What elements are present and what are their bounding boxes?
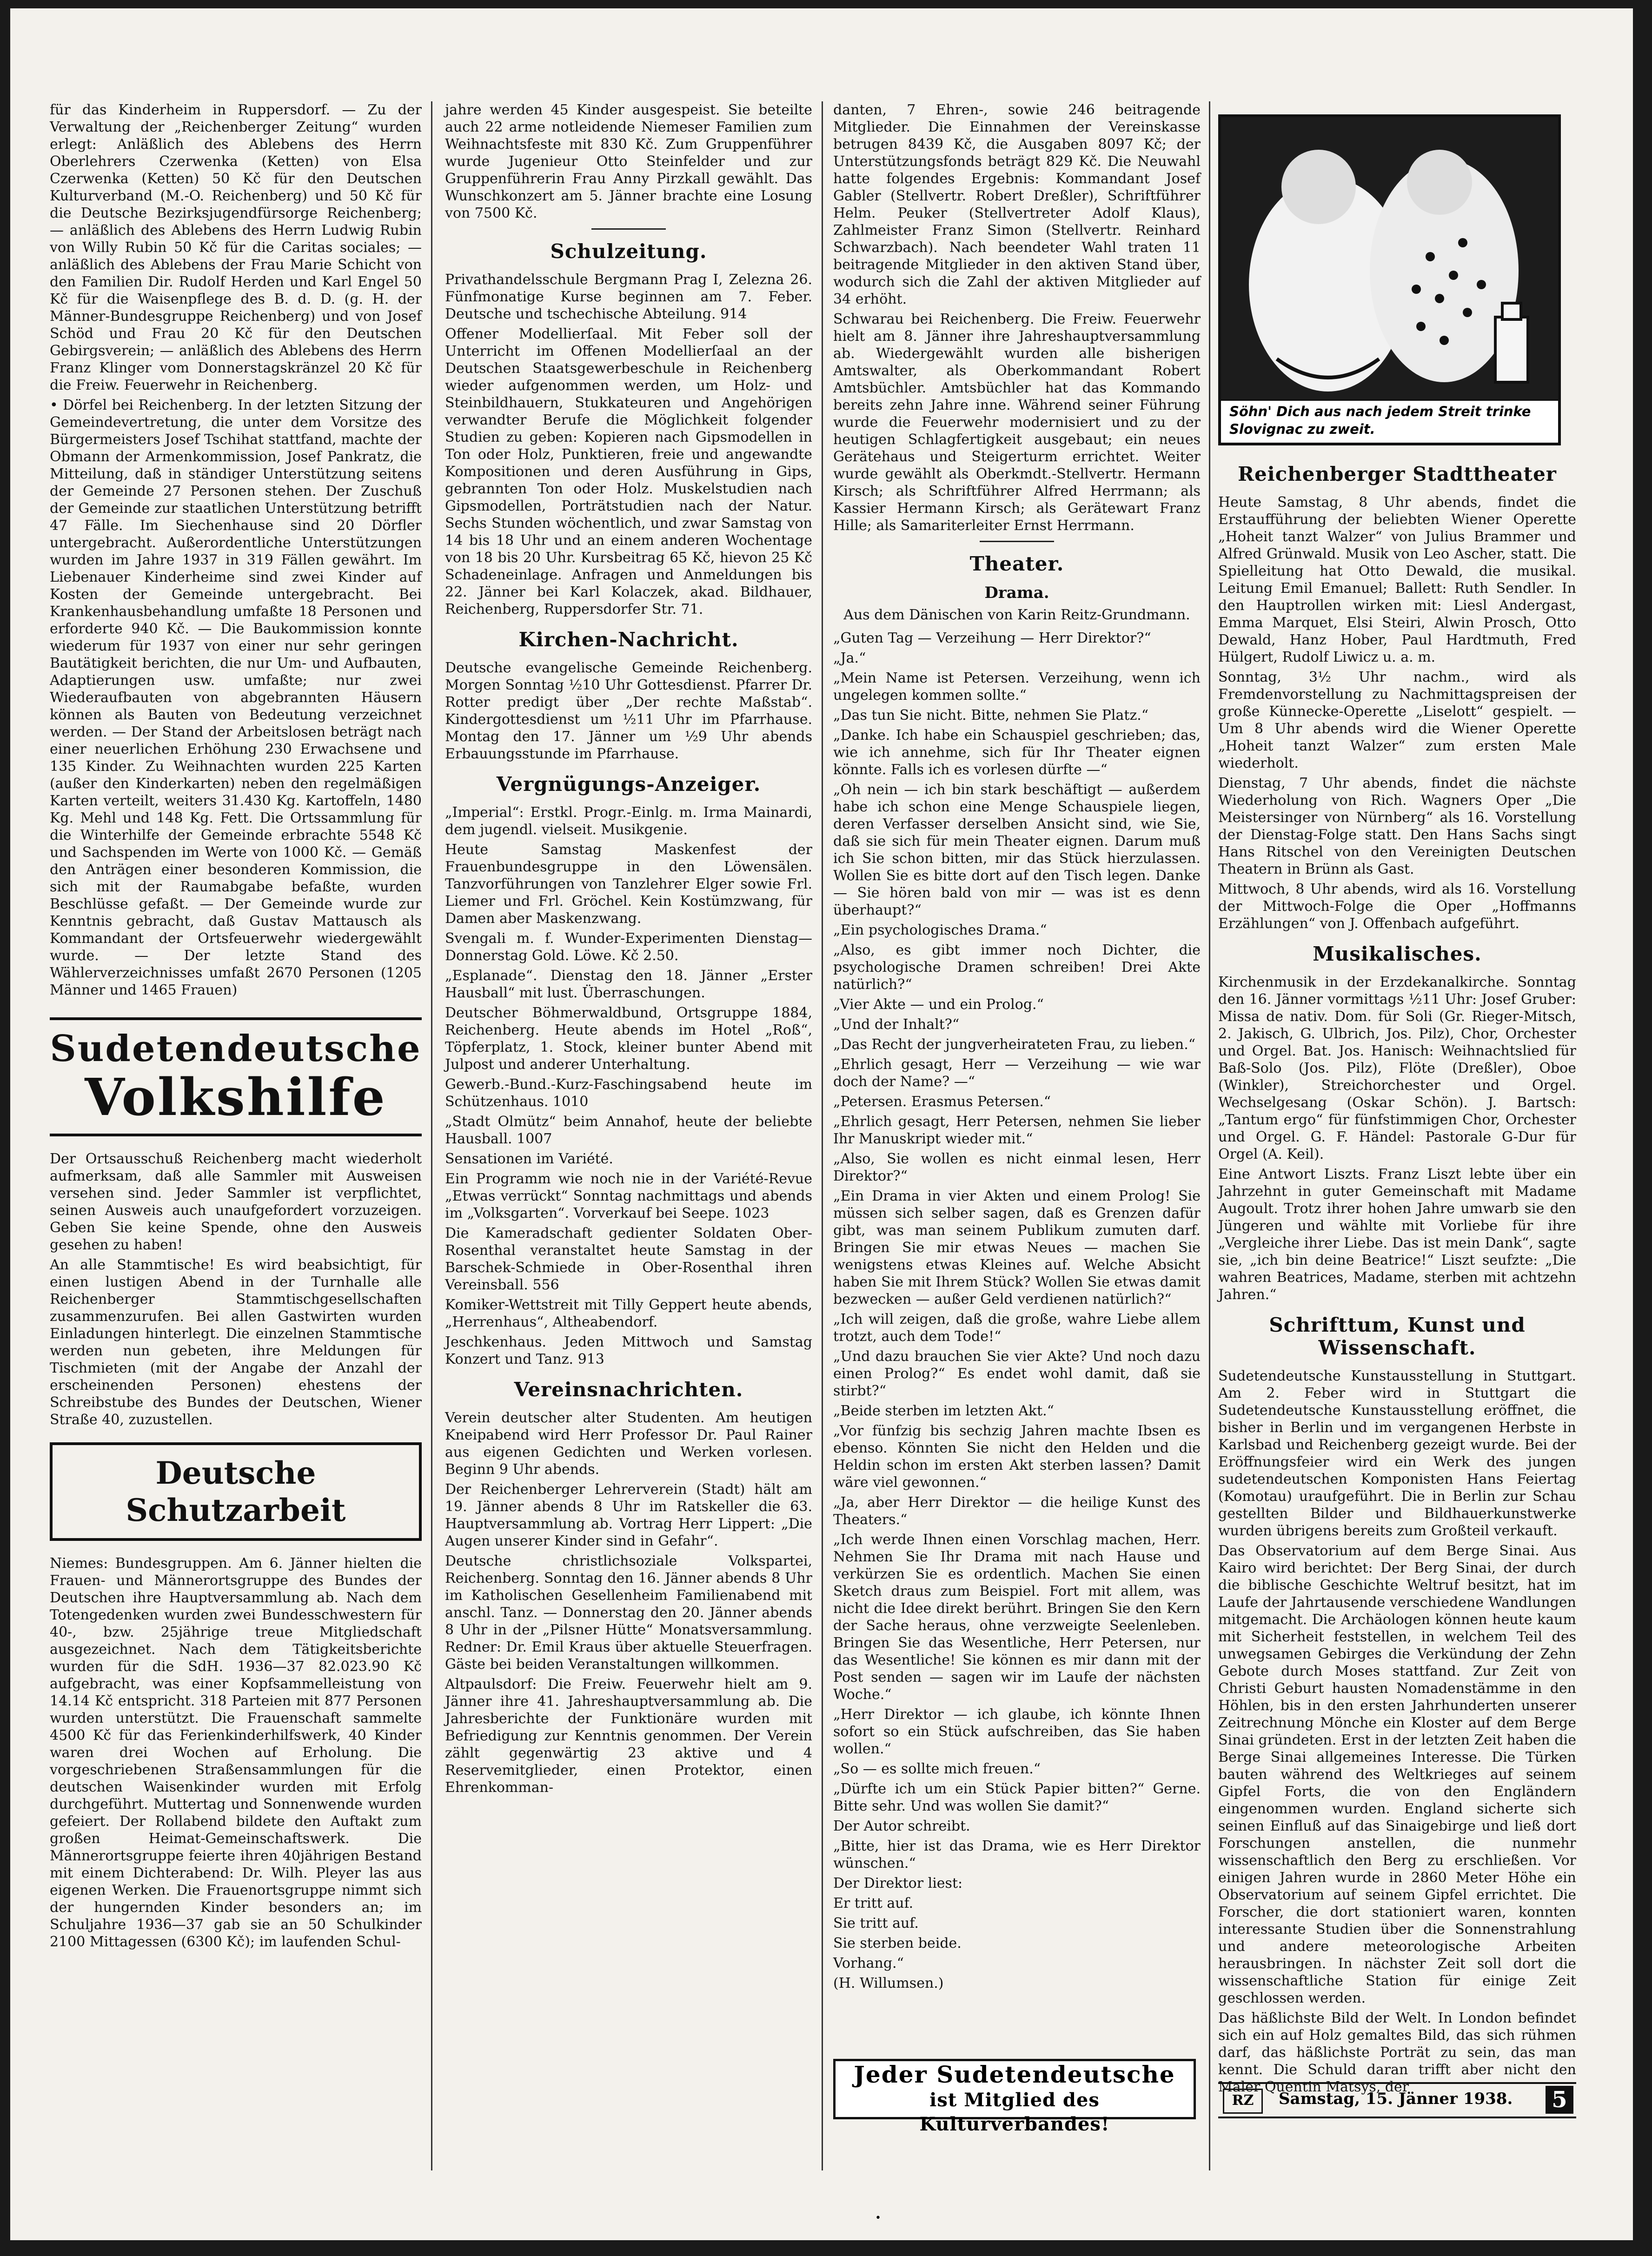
advertisement-caption: Söhn' Dich aus nach jedem Streit trinke Slovignac zu zweit. — [1221, 399, 1558, 443]
ad-item: „Esplanade“. Dienstag den 18. Jänner „Erster Hausball“ mit lust. Überraschungen. — [445, 968, 812, 1001]
dialog-line: „Also, es gibt immer noch Dichter, die psychologische Dramen schreiben! Drei Akte natürlich?“ — [833, 942, 1201, 993]
story-title: Drama. — [984, 584, 1049, 602]
article-niemes: Niemes: Bundesgruppen. Am 6. Jänner hielten die Frauen- und Männerortsgruppe des Bundes der Deutschen ihre Hauptversammlung ab. Nach dem Totengedenken wurden zwei Bundesschwestern für 40-, bzw. 25jährige treue Mitgliedschaft ausgezeichnet. Nach dem Tätigkeitsberichte wurden für die SdH. 1936—37 82.023.90 Kč aufgebracht, was einer Kopfsammelleistung von 14.14 Kč entspricht. 318 Parteien mit 877 Personen wurden unterstützt. Die Frauenschaft sammelte 4500 Kč für das Ferienkinderhilfswerk, 40 Kinder waren drei Wochen auf Erholung. Die vorgeschriebenen Straßensammlungen für die deutschen Waisenkinder wurden mit Erfolg durchgeführt. Muttertag und Sonnenwende wurden gefeiert. Der Rollabend bildete den Auftakt zum großen Heimat-Gemeinschaftswerk. Die Männerortsgruppe feierte ihren 40jährigen Bestand mit einem Dichterabend: Dr. Wilh. Pleyer las aus eigenen Werken. Die Frauenortsgruppe nimmt sich der hungernden Kinder besonders an; im Schuljahre 1936—37 gab sie an 50 Schulkinder 2100 Mittagessen (6300 Kč); im laufenden Schul- — [50, 1555, 422, 1950]
notice-verein: Deutsche christlichsoziale Volkspartei, Reichenberg. Sonntag den 16. Jänner abends 8 Uhr im Katholischen Gesellenheim Familienabend mit anschl. Tanz. — Donnerstag den 20. Jänner abends 8 Uhr in der „Pilsner Hütte“ Monatsversammlung. Redner: Dr. Emil Kraus über aktuelle Steuerfragen. Gäste bei beiden Veranstaltungen willkommen. — [445, 1553, 812, 1672]
dialog-line: „Ehrlich gesagt, Herr Petersen, nehmen Sie lieber Ihr Manuskript wieder mit.“ — [833, 1114, 1201, 1147]
ad-item: Deutscher Böhmerwaldbund, Ortsgruppe 1884, Reichenberg. Heute abends im Hotel „Roß“, Töpferplatz, 1. Stock, kleiner bunter Abend mit Julpost und anderer Unterhaltung. — [445, 1005, 812, 1073]
dialog-line: „Ja.“ — [833, 650, 866, 666]
story-byline: Aus dem Dänischen von Karin Reitz-Grundmann. — [843, 607, 1190, 623]
column-4 — [1218, 452, 1576, 2095]
dialog-line: „Ein psychologisches Drama.“ — [833, 922, 1047, 938]
separator — [980, 541, 1054, 542]
page-footer — [1218, 2082, 1576, 2118]
dialog-line: „Herr Direktor — ich glaube, ich könnte Ihnen sofort so ein Stück aufschreiben, das Sie haben wollen.“ — [833, 1706, 1201, 1757]
ad-item: Gewerb.-Bund.-Kurz-Faschingsabend heute im Schützenhaus. 1010 — [445, 1076, 812, 1110]
ad-item: Svengali m. f. Wunder-Experimenten Dienstag—Donnerstag Gold. Löwe. Kč 2.50. — [445, 930, 812, 964]
dialog-line: „Das tun Sie nicht. Bitte, nehmen Sie Platz.“ — [833, 707, 1149, 723]
couple-illustration — [1221, 117, 1558, 401]
article-schwarau: Schwarau bei Reichenberg. Die Freiw. Feuerwehr hielt am 8. Jänner ihre Jahreshauptversammlung ab. Wiedergewählt wurden alle bisherigen Amtswalter, als Oberkommandant Robert Amtsbüchler. Amtsbüchler hat das Kommando bereits zehn Jahre inne. Während seiner Führung wurde die Feuerwehr modernisiert und zu der heutigen Schlagfertigkeit ausgebaut; ein neues Gerätehaus und Steigerturm errichtet. Weiter wurde gewählt als Oberkmdt.-Stellvertr. Hermann Kirsch; als Schriftführer Alfred Herrmann; als Kassier Hermann Kirsch; als Gerätewart Franz Hille; als Samariterleiter Ernst Herrmann. — [833, 311, 1201, 534]
footer-mark: • — [875, 2212, 881, 2224]
dialog-line: Der Autor schreibt. — [833, 1818, 970, 1834]
culture-notice: Das häßlichste Bild der Welt. In London befindet sich ein auf Holz gemaltes Bild, das sich rühmen darf, das häßlichste Porträt zu sein, das man kennt. Die Schuld daran trifft aber nicht den Maler Quentin Matsys, der — [1218, 2010, 1576, 2095]
theater-notice: Sonntag, 3½ Uhr nachm., wird als Fremdenvorstellung zu Nachmittagspreisen der große Künnecke-Operette „Liselott“ gespielt. — Um 8 Uhr abends wird die Wiener Operette „Hoheit tanzt Walzer“ zum ersten Male wiederholt. — [1218, 669, 1576, 771]
dialog-line: Vorhang.“ — [833, 1955, 904, 1971]
volkshilfe-banner-line2: Volkshilfe — [85, 1067, 387, 1127]
newspaper-logo: RZ — [1223, 2089, 1263, 2114]
article-stammtische: An alle Stammtische! Es wird beabsichtigt, für einen lustigen Abend in der Turnhalle alle Reichenberger Stammtischgesellschaften zusammenzurufen. Bei allen Gastwirten wurden Einladungen hinterlegt. Die einzelnen Stammtische werden nun gebeten, ihre Meldungen für Tischmieten (mit der Angabe der Anzahl der erscheinenden Personen) ehestens der Schreibstube des Bundes der Deutschen, Wiener Straße 40, zuzustellen. — [50, 1257, 422, 1428]
ad-item: Heute Samstag Maskenfest der Frauenbundesgruppe in den Löwensälen. Tanzvorführungen von Tanzlehrer Elger sowie Frl. Liemer und Frl. Gröchel. Kein Kostümzwang, für Damen aber Maskenzwang. — [445, 842, 812, 927]
newspaper-page — [10, 8, 1633, 2240]
dialog-line: „Beide sterben im letzten Akt.“ — [833, 1403, 1055, 1419]
column-2 — [445, 101, 812, 2170]
dialog-line: „Dürfte ich um ein Stück Papier bitten?“ Gerne. Bitte sehr. Und was wollen Sie damit?“ — [833, 1781, 1201, 1814]
column-3 — [833, 101, 1201, 2050]
ad-item: Komiker-Wettstreit mit Tilly Geppert heute abends, „Herrenhaus“, Altheabendorf. — [445, 1297, 812, 1330]
heading-vereinsnachrichten: Vereinsnachrichten. — [514, 1378, 743, 1401]
article-niemes-cont: jahre werden 45 Kinder ausgespeist. Sie beteilte auch 22 arme notleidende Niemeser Familien zum Weihnachtsfeste mit 830 Kč. Zum Gruppenführer wurde Jugenieur Otto Steinfelder und zur Gruppenführerin Frau Anny Pirzkall gewählt. Das Wunschkonzert am 5. Jänner brachte eine Losung von 7500 Kč. — [445, 102, 812, 221]
heading-musikalisches: Musikalisches. — [1313, 942, 1482, 965]
notice-evangelisch: Deutsche evangelische Gemeinde Reichenberg. Morgen Sonntag ½10 Uhr Gottesdienst. Pfarrer Dr. Rotter predigt über „Der rechte Maßstab“. Kindergottesdienst um ½11 Uhr im Pfarrhause. Montag den 17. Jänner um ½9 Uhr abends Erbauungsstunde im Pfarrhause. — [445, 660, 812, 762]
issue-date: Samstag, 15. Jänner 1938. — [1279, 2090, 1513, 2108]
column-rule — [1209, 101, 1210, 2170]
schutzarbeit-heading: Deutsche Schutzarbeit — [50, 1442, 422, 1541]
music-notice: Eine Antwort Liszts. Franz Liszt lebte über ein Jahrzehnt in guter Gemeinschaft mit Madame Augoult. Trotz ihrer hohen Jahre umwarb sie den Jüngeren und wählte mit Vorliebe für ihre „Vergleiche ihrer Liebe. Das ist mein Dank“, sagte sie, „ich bin deine Beatrice!“ Liszt seufzte: „Die wahren Beatrices, Madame, sterben mit achtzehn Jahren.“ — [1218, 1166, 1576, 1303]
dialog-line: Er tritt auf. — [833, 1895, 914, 1911]
dialog-line: „Ja, aber Herr Direktor — die heilige Kunst des Theaters.“ — [833, 1494, 1201, 1528]
theater-notice: Dienstag, 7 Uhr abends, findet die nächste Wiederholung von Rich. Wagners Oper „Die Meistersinger von Nürnberg“ als 16. Vorstellung der Dienstag-Folge statt. Den Hans Sachs singt Hans Ritschel von den Vereinigten Deutschen Theatern in Brünn als Gast. — [1218, 775, 1576, 877]
ad-item: Die Kameradschaft gedienter Soldaten Ober-Rosenthal veranstaltet heute Samstag in der Barschek-Schmiede in Ober-Rosenthal ihren Vereinsball. 556 — [445, 1225, 812, 1293]
column-rule — [431, 101, 432, 2170]
notice-modelliersaal: Offener Modellierſaal. Mit Feber soll der Unterricht im Offenen Modellierſaal an der Deutschen Staatsgewerbeschule in Reichenberg wieder aufgenommen werden, um Holz- und Steinbildhauern, Stukkateuren und Angehörigen verwandter Berufe die Möglichkeit folgender Studien zu geben: Kopieren nach Gipsmodellen in Ton oder Holz, Punktieren, freie und angewandte Kompositionen und deren Ausführung in Gips, gebrannten Ton oder Holz. Muskelstudien nach Gipsmodellen, Porträtstudien nach der Natur. Sechs Stunden wöchentlich, und zwar Samstag von 14 bis 18 Uhr und an einem anderen Wochentage von 18 bis 20 Uhr. Kursbeitrag 65 Kč, hievon 25 Kč Schadeneinlage. Anfragen und Anmeldungen bis 22. Jänner bei Karl Kolaczek, akad. Bildhauer, Reichenberg, Ruppersdorfer Str. 71. — [445, 326, 812, 617]
article-doerfel: • Dörfel bei Reichenberg. In der letzten Sitzung der Gemeindevertretung, die unter dem Vorsitze des Bürgermeisters Josef Tschihat stattfand, machte der Obmann der Armenkommission, Josef Pankratz, die Mitteilung, daß in ständiger Unterstützung seitens der Gemeinde 27 Personen stehen. Der Zuschuß der Gemeinde zur staatlichen Unterstützung betrifft 47 Fälle. Im Siechenhause sind 20 Dörfler untergebracht. Außerordentliche Unterstützungen wurden im Jahre 1937 in 319 Fällen gewährt. Im Liebenauer Kinderheime sind zwei Kinder auf Kosten der Gemeinde untergebracht. Bei Krankenhausbehandlung umfaßte 18 Personen und erforderte 940 Kč. — Die Baukommission konnte wiederum für 1937 von einer nur sehr geringen Bautätigkeit berichten, die nur Um- und Aufbauten, Adaptierungen usw. umfaßte; nur zwei Wiederaufbauten von abgebrannten Häusern können als Bauten von Bedeutung verzeichnet werden. — Der Stand der Arbeitslosen beträgt nach einer neuerlichen Erhöhung 230 Erwachsene und 135 Kinder. Zu Weihnachten wurden 225 Karten (außer den Kinderkarten) neben den regelmäßigen Karten verteilt, weiters 31.430 Kg. Kartoffeln, 1480 Kg. Mehl und 148 Kg. Fett. Die Ortssammlung für die Winterhilfe der Gemeinde erbrachte 5548 Kč und Sachspenden im Werte von 1000 Kč. — Gemäß den Anträgen einer besonderen Kommission, die sich mit der Raumabgabe befaßte, wurden Beschlüsse gefaßt. — Der Gemeinde wurde zur Kenntnis gebracht, daß Gustav Mattausch als Kommandant der Ortsfeuerwehr wiedergewählt wurde. — Der letzte Stand des Wählerverzeichnisses umfaßt 2670 Personen (1205 Männer und 1465 Frauen) — [50, 397, 422, 998]
column-1 — [50, 101, 422, 2170]
dialog-line: „Mein Name ist Petersen. Verzeihung, wenn ich ungelegen kommen sollte.“ — [833, 670, 1201, 703]
story-dialog — [833, 630, 1201, 1992]
article-ortsausschuss: Der Ortsausschuß Reichenberg macht wiederholt aufmerksam, daß alle Sammler mit Ausweisen versehen sind. Jeder Sammler ist verpflichtet, seinen Ausweis auch unaufgefordert vorzuzeigen. Geben Sie keine Spende, ohne den Ausweis gesehen zu haben! — [50, 1151, 422, 1253]
dialog-line: „Vor fünfzig bis sechzig Jahren machte Ibsen es ebenso. Könnten Sie nicht den Helden und die Heldin schon im ersten Akt sterben lassen? Damit wäre viel gewonnen.“ — [833, 1423, 1201, 1491]
dialog-line: „Ich will zeigen, daß die große, wahre Liebe allem trotzt, auch dem Tode!“ — [833, 1311, 1201, 1345]
heading-schrifttum: Schrifttum, Kunst und Wissenschaft. — [1269, 1314, 1526, 1359]
ad-item: Jeschkenhaus. Jeden Mittwoch und Samstag Konzert und Tanz. 913 — [445, 1334, 812, 1367]
culture-notice: Das Observatorium auf dem Berge Sinai. Aus Kairo wird berichtet: Der Berg Sinai, der durch die biblische Geschichte Weltruf besitzt, hat im Laufe der Jahrtausende verschiedene Wandlungen mitgemacht. Die Archäologen können heute kaum mit Sicherheit feststellen, in welchem Teil des unwegsamen Gebirges die Verkündung der Zehn Gebote durch Moses stattfand. Zur Zeit von Christi Geburt hausten Nomadenstämme in den Höhlen, bis in den ersten Jahrhunderten unserer Zeitrechnung Mönche ein Kloster auf dem Berge Sinai gründeten. Erst in der letzten Zeit haben die Berge Sinai allgemeines Interesse. Die Türken bauten während des Weltkrieges auf seinem Gipfel Forts, die von den Engländern eingenommen wurden. England sicherte sich seinen Einfluß auf das Sinaigebirge und ließ dort Forschungen anstellen, die nunmehr wissenschaftlich den Berg zu erschließen. Vor einigen Jahren wurde in 2860 Meter Höhe ein Observatorium auf seinem Gipfel errichtet. Die Forscher, die dort stationiert waren, konnten interessante Studien über die Sonnenstrahlung und andere meteorologische Arbeiten herausbringen. In nächster Zeit soll dort die wissenschaftliche Station für einige Zeit geschlossen werden. — [1218, 1543, 1576, 2006]
kulturverband-ad-line1: Jeder Sudetendeutsche — [854, 2061, 1175, 2088]
dialog-line: „Also, Sie wollen es nicht einmal lesen, Herr Direktor?“ — [833, 1151, 1201, 1184]
notice-handelsschule: Privathandelsschule Bergmann Prag I, Zelezna 26. Fünfmonatige Kurse beginnen am 7. Feber. Deutsche und tschechische Abteilung. 914 — [445, 272, 812, 322]
dialog-line: „Bitte, hier ist das Drama, wie es Herr Direktor wünschen.“ — [833, 1838, 1201, 1871]
dialog-line: „Ehrlich gesagt, Herr — Verzeihung — wie war doch der Name? —“ — [833, 1056, 1201, 1090]
music-notice: Kirchenmusik in der Erzdekanalkirche. Sonntag den 16. Jänner vormittags ½11 Uhr: Josef Gruber: Missa de nativ. Dom. für Soli (Gr. Rieger-Mitsch, 2. Jakisch, G. Ulbrich, Jos. Pilz), Chor, Orchester und Orgel. Bat. Jos. Hanisch: Weihnachtslied für Baß-Solo (Jos. Pilz), Flöte (Dreßler), Oboe (Winkler), Streichorchester und Orgel. Wechselgesang (Oskar Schön). J. Bartsch: „Tantum ergo“ für fünfstimmigen Chor, Orchester und Orgel. G. F. Händel: Pastorale G-Dur für Orgel (A. Keil). — [1218, 974, 1576, 1162]
ad-item: Ein Programm wie noch nie in der Variété-Revue „Etwas verrückt“ Sonntag nachmittags und abends im „Volksgarten“. Vorverkauf bei Seepe. 1023 — [445, 1171, 812, 1221]
dialog-line: „So — es sollte mich freuen.“ — [833, 1761, 1041, 1777]
heading-theater: Theater. — [969, 552, 1064, 575]
separator — [591, 228, 666, 230]
heading-schulzeitung: Schulzeitung. — [550, 240, 707, 263]
dialog-line: „Oh nein — ich bin stark beschäftigt — außerdem habe ich schon eine Menge Schauspiele liegen, deren Verfasser derselben Ansicht sind, wie Sie, daß sie sich für mein Theater eignen. Darum muß ich Sie schon bitten, mir das Stück hierzulassen. Wollen Sie es bitte dort auf den Tisch legen. Danke — Sie hören bald von mir — was ist es denn überhaupt?“ — [833, 782, 1201, 918]
dialog-line: „Guten Tag — Verzeihung — Herr Direktor?“ — [833, 630, 1151, 646]
ad-item: „Stadt Olmütz“ beim Annahof, heute der beliebte Hausball. 1007 — [445, 1114, 812, 1147]
ad-item: Sensationen im Variété. — [445, 1151, 613, 1167]
culture-notice: Sudetendeutsche Kunstausstellung in Stuttgart. Am 2. Feber wird in Stuttgart die Sudetendeutsche Kunstausstellung eröffnet, die bisher in Berlin und im vergangenen Herbste in Karlsbad und Reichenberg gezeigt wurde. Bei der Eröffnungsfeier wird ein Werk des jungen sudetendeutschen Komponisten Hans Feiertag (Komotau) uraufgeführt. Die in Berlin zur Schau gestellten Bilder und Bildhauerkunstwerke wurden übrigens bereits zum Großteil verkauft. — [1218, 1368, 1576, 1539]
dialog-line: „Und der Inhalt?“ — [833, 1016, 960, 1033]
dialog-line: „Das Recht der jungverheirateten Frau, zu lieben.“ — [833, 1036, 1196, 1053]
dialog-line: „Danke. Ich habe ein Schauspiel geschrieben; das, wie ich annehme, sich für Ihr Theater eignen könnte. Falls ich es vorlesen dürfte —“ — [833, 727, 1201, 778]
dialog-line: „Petersen. Erasmus Petersen.“ — [833, 1094, 1051, 1110]
dialog-line: (H. Willumsen.) — [833, 1975, 944, 1991]
theater-notice: Mittwoch, 8 Uhr abends, wird als 16. Vorstellung der Mittwoch-Folge die Oper „Hoffmanns Erzählungen“ von J. Offenbach aufgeführt. — [1218, 881, 1576, 932]
dialog-line: „Und dazu brauchen Sie vier Akte? Und noch dazu einen Prolog?“ Es endet wohl damit, daß sie stirbt?“ — [833, 1348, 1201, 1399]
dialog-line: „Vier Akte — und ein Prolog.“ — [833, 996, 1044, 1013]
article-kinderheim: für das Kinderheim in Ruppersdorf. — Zu der Verwaltung der „Reichenberger Zeitung“ wurden erlegt: Anläßlich des Ablebens des Herrn Oberlehrers Czerwenka (Ketten) von Elsa Czerwenka (Ketten) 50 Kč für den Deutschen Kulturverband (M.-O. Reichenberg) und 50 Kč für die Deutsche Bezirksjugendfürsorge Reichenberg; — anläßlich des Ablebens des Herrn Ludwig Rubin von Willy Rubin 50 Kč für die Caritas sociales; — anläßlich des Ablebens der Frau Marie Schicht von den Familien Dir. Rudolf Herden und Karl Engel 50 Kč für die Waisenpflege des B. d. D. (g. H. der Männer-Bundesgruppe Reichenberg) und von Josef Schöd und Frau 20 Kč für den Deutschen Gebirgsverein; — anläßlich des Ablebens des Herrn Franz Klinger vom Donnerstagskränzel 20 Kč für die Freiw. Feuerwehr in Reichenberg. — [50, 102, 422, 393]
dialog-line: „Ich werde Ihnen einen Vorschlag machen, Herr. Nehmen Sie Ihr Drama mit nach Hause und verkürzen Sie es ordentlich. Machen Sie einen Sketch draus zum Beispiel. Fort mit allem, was nicht die Idee direkt berührt. Bringen Sie den Kern der Sache heraus, ohne verzweigte Seelenleben. Bringen Sie das Wesentliche, Herr Petersen, nur das Wesentliche! Sie können es mir dann mit der Post senden — sagen wir im Laufe der nächsten Woche.“ — [833, 1532, 1201, 1703]
dialog-line: „Ein Drama in vier Akten und einem Prolog! Sie müssen sich selber sagen, daß es Grenzen dafür gibt, was man seinem Publikum zumuten darf. Bringen Sie mir etwas Neues — machen Sie wenigstens etwas Kleines auf. Welche Absicht haben Sie mit Ihrem Stück? Wollen Sie etwas damit bezwecken — außer Geld verdienen natürlich?“ — [833, 1188, 1201, 1307]
column-rule — [822, 101, 823, 2170]
ad-item: „Imperial“: Erstkl. Progr.-Einlg. m. Irma Mainardi, dem jugendl. vielseit. Musikgenie. — [445, 804, 812, 838]
kulturverband-ad-line2: ist Mitglied des Kulturverbandes! — [919, 2089, 1110, 2135]
dialog-line: Sie tritt auf. — [833, 1915, 919, 1931]
notice-verein: Altpaulsdorf: Die Freiw. Feuerwehr hielt am 9. Jänner ihre 41. Jahreshauptversammlung ab. Die Jahresberichte der Funktionäre wurden mit Befriedigung zur Kenntnis genommen. Der Verein zählt gegenwärtig 23 aktive und 4 Reservemitglieder, einen Protektor, einen Ehrenkomman- — [445, 1676, 812, 1796]
page-number: 5 — [1546, 2086, 1573, 2114]
kulturverband-ad — [833, 2059, 1196, 2135]
heading-stadttheater: Reichenberger Stadttheater — [1238, 463, 1557, 485]
notice-verein: Verein deutscher alter Studenten. Am heutigen Kneipabend wird Herr Professor Dr. Paul Rainer aus eigenen Gedichten und Werken vorlesen. Beginn 9 Uhr abends. — [445, 1410, 812, 1478]
volkshilfe-banner-line1: Sudetendeutsche — [50, 1028, 422, 1070]
notice-verein: Der Reichenberger Lehrerverein (Stadt) hält am 19. Jänner abends 8 Uhr im Ratskeller die 63. Hauptversammlung ab. Vortrag Herr Lippert: „Die Augen unserer Kinder sind in Gefahr“. — [445, 1481, 812, 1549]
heading-vergnuegung: Vergnügungs-Anzeiger. — [496, 773, 761, 796]
article-feuerwehr-cont: danten, 7 Ehren-, sowie 246 beitragende Mitglieder. Die Einnahmen der Vereinskasse betrugen 8439 Kč, die Ausgaben 8097 Kč; der Unterstützungsfonds beträgt 829 Kč. Die Neuwahl hatte folgendes Ergebnis: Kommandant Josef Gabler (Stellvertr. Robert Dreßler), Schriftführer Helm. Peuker (Stellvertreter Adolf Klaus), Zahlmeister Franz Simon (Stellvertr. Reinhard Schwarzbach). Nach beendeter Wahl traten 11 beitragende Mitglieder in den aktiven Stand über, wodurch sich die Zahl der aktiven Mitglieder auf 34 erhöht. — [833, 102, 1201, 307]
heading-kirchen: Kirchen-Nachricht. — [518, 628, 739, 651]
theater-notice: Heute Samstag, 8 Uhr abends, findet die Erstaufführung der beliebten Wiener Operette „Hoheit tanzt Walzer“ von Julius Brammer und Alfred Grünwald. Musik von Leo Ascher, statt. Die Spielleitung hat Otto Dewald, die musikal. Leitung Emil Emanuel; Ballett: Ruth Sendler. In den Hauptrollen wirken mit: Liesl Andergast, Emma Marquet, Elsi Steiri, Alwin Prosch, Otto Dewald, Hanz Hober, Paul Hardtmuth, Fred Hülgert, Rudolf Liwicz u. a. m. — [1218, 494, 1576, 665]
slovignac-advertisement — [1218, 114, 1561, 445]
volkshilfe-banner — [50, 1017, 422, 1136]
dialog-line: Der Direktor liest: — [833, 1875, 963, 1891]
dialog-line: Sie sterben beide. — [833, 1935, 962, 1951]
